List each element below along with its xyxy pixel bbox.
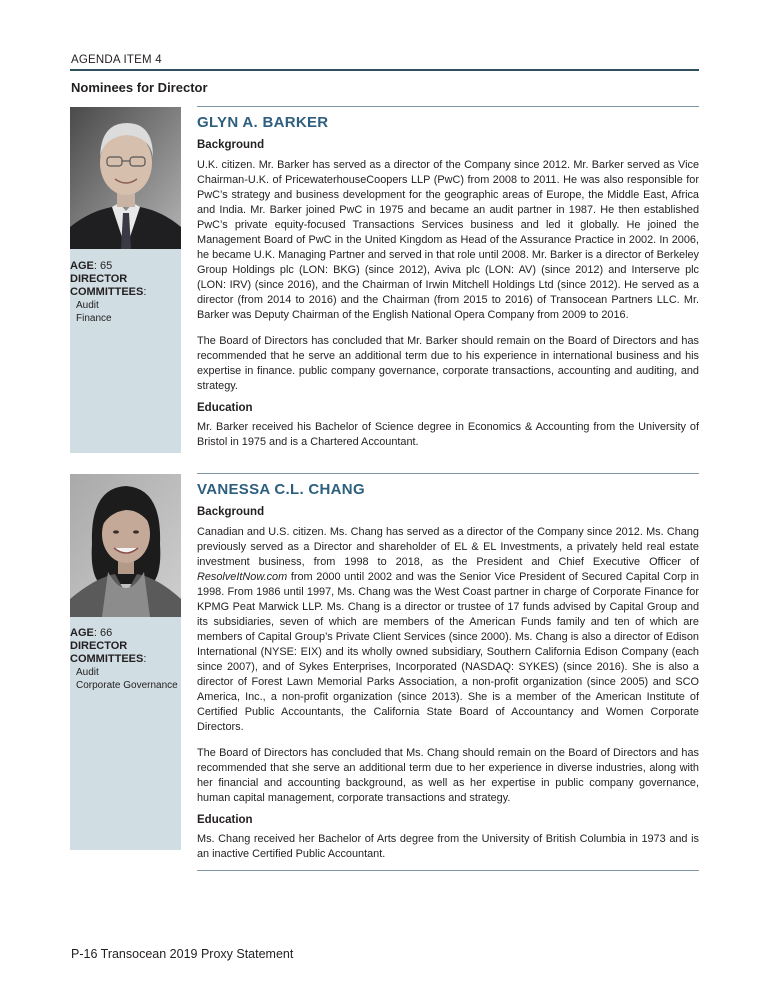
education-text: Mr. Barker received his Bachelor of Science degree in Economics & Accounting from the University of Bristol in 1975 and is a Chartered Accountant. [197, 421, 699, 448]
age-colon: : [93, 260, 100, 272]
agenda-label: AGENDA ITEM 4 [71, 54, 162, 66]
board-statement: The Board of Directors has concluded that Ms. Chang should remain on the Board of Directors and has recommended that she serve an additional term due to her experience in diverse industries, along with her financial and accounting background, as well as her expertise in public company governance, human capital management, corporate transactions and strategy. [197, 747, 699, 804]
nominee-bio-chang [197, 473, 699, 871]
background-text-part2: from 2000 until 2002 and was the Senior Vice President of Secured Capital Corp in 1998. From 1986 until 1997, Ms. Chang was the West Coast partner in charge of Corporate Finance for KPMG Peat Marwick LLP. Ms. Chang is a director or trustee of 17 funds advised by Capital Group and its subsidiaries, seven of which are members of the American Funds family and ten of which are members of Capital Group’s Private Client Services (since 2000). Ms. Chang is also a director of Edison International (NYSE: EIX) and its wholly owned subsidiary, Southern California Edison Company (each since 2007), and of Sykes Enterprises, Incorporated (NASDAQ: SYKES) (since 2016). She is also a director of Forest Lawn Memorial Parks Association, a non-profit organization (since 2005) and SCO America, Inc., a non-profit organization (since 2013). She is a member of the American Institute of Certified Public Accountants, the California State Board of Accountancy and Women Corporate Directors. [197, 571, 699, 733]
nominee-sidebar-chang [70, 474, 181, 850]
photo-barker [70, 107, 181, 249]
education-text: Ms. Chang received her Bachelor of Arts degree from the University of British Columbia in 1973 and is an inactive Certified Public Accountant. [197, 833, 699, 860]
committees-label-line1: DIRECTOR [70, 273, 128, 285]
nominee-meta-barker: AGE: 65 DIRECTOR COMMITTEES: Audit Finance [70, 260, 181, 325]
bio-top-divider [197, 106, 699, 107]
nominee-bio-barker [197, 106, 699, 450]
nominee-sidebar-barker [70, 107, 181, 453]
education-heading: Education [197, 814, 253, 826]
background-heading: Background [197, 139, 265, 151]
age-label: AGE [70, 260, 94, 272]
education-heading: Education [197, 402, 253, 414]
section-title: Nominees for Director [71, 80, 208, 95]
agenda-divider [70, 69, 699, 71]
background-heading: Background [197, 506, 265, 518]
background-text-part1: Canadian and U.S. citizen. Ms. Chang has served as a director of the Company since 2012. Ms. Chang previously served as a Director and shareholder of EL & EL Investments, a privately held real estate investment business, from 1998 to 2018, as the President and Chief Executive Officer of [197, 526, 699, 568]
company-website: ResolveItNow.com [197, 571, 288, 583]
board-statement: The Board of Directors has concluded that Mr. Barker should remain on the Board of Directors and has recommended that he serve an additional term due to his experience in international business and his expertise in finance. public company governance, corporate transactions, accounting and auditing, and strategy. [197, 335, 699, 392]
committee-item: Audit [76, 300, 99, 311]
committee-item: Audit [76, 667, 99, 678]
committee-item: Finance [76, 313, 112, 324]
age-label: AGE [70, 627, 94, 639]
committees-label-line2: COMMITTEES [70, 653, 144, 665]
bio-top-divider [197, 473, 699, 474]
committees-label-line1: DIRECTOR [70, 640, 128, 652]
bio-bottom-divider [197, 870, 699, 871]
nominee-name: GLYN A. BARKER [197, 114, 329, 131]
background-text: U.K. citizen. Mr. Barker has served as a director of the Company since 2012. Mr. Barker served as Vice Chairman-U.K. of PricewaterhouseCoopers LLP (PwC) from 2008 to 2011. He was also responsible for PwC’s strategy and business development for the geographic areas of Europe, the Middle East, Africa and India. Mr. Barker joined PwC in 1975 and became an audit partner in 1987. He then established PwC’s private equity-focused Transactions Services business and led it globally. He joined the Management Board of PwC in the United Kingdom as Head of the Assurance Practice in 2002. In 2006, he became U.K. Managing Partner and served in that role until 2008. Mr. Barker is a director of Berkeley Group Holdings plc (LON: BKG) (since 2012), Aviva plc (LON: AV) (since 2012) and Interserve plc (LON: IRV) (since 2016), and the Chairman of Irwin Mitchell Holdings Ltd (since 2012). He served as a director (from 2014 to 2016) and the Chairman (from 2015 to 2016) of Transocean Partners LLC. Mr. Barker was Deputy Chairman of the English National Opera Company from 2009 to 2016. [197, 159, 699, 321]
nominee-name: VANESSA C.L. CHANG [197, 481, 365, 498]
age-value: 66 [99, 627, 113, 639]
committees-label-line2: COMMITTEES [70, 286, 144, 298]
nominee-meta-chang: AGE: 66 DIRECTOR COMMITTEES: Audit Corporate Governance [70, 627, 181, 692]
photo-chang [70, 474, 181, 617]
page-footer: P-16 Transocean 2019 Proxy Statement [71, 947, 294, 961]
committee-item: Corporate Governance [76, 680, 178, 691]
background-text [197, 525, 699, 735]
age-value: 65 [99, 260, 113, 272]
age-colon: : [93, 627, 100, 639]
